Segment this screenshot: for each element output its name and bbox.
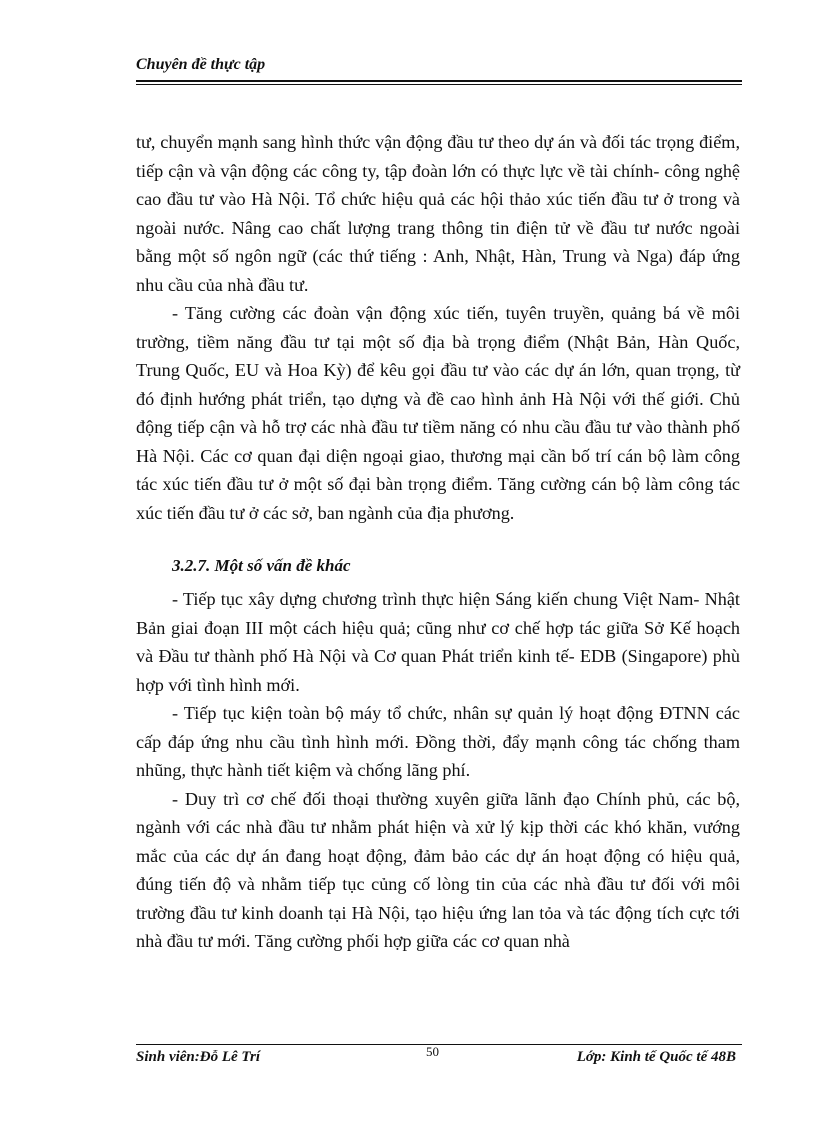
body-text — [136, 128, 740, 956]
page-number: 50 — [426, 1044, 439, 1059]
footer-class: Lớp: Kinh tế Quốc tế 48B — [576, 1049, 736, 1065]
paragraph-cooperation: - Tiếp tục xây dựng chương trình thực hiện Sáng kiến chung Việt Nam- Nhật Bản giai đoạn III một cách hiệu quả; cũng như cơ chế hợp tác giữa Sở Kế hoạch và Đầu tư thành phố Hà Nội và Cơ quan Phát triển kinh tế- EDB (Singapore) phù hợp với tình hình mới. — [136, 589, 740, 695]
footer-rule — [136, 1044, 742, 1045]
header-title: Chuyên đề thực tập — [136, 56, 266, 73]
paragraph-continuation: tư, chuyển mạnh sang hình thức vận động đầu tư theo dự án và đối tác trọng điểm, tiếp cận và vận động các công ty, tập đoàn lớn có thực lực về tài chính- công nghệ cao đầu tư vào Hà Nội. Tổ chức hiệu quả các hội thảo xúc tiến đầu tư ở trong và ngoài nước. Nâng cao chất lượng trang thông tin điện tử về đầu tư nước ngoài bằng một số ngôn ngữ (các thứ tiếng : Anh, Nhật, Hàn, Trung và Nga) đáp ứng nhu cầu của nhà đầu tư. — [136, 132, 740, 295]
header-rule — [136, 80, 742, 85]
paragraph-dialogue: - Duy trì cơ chế đối thoại thường xuyên giữa lãnh đạo Chính phủ, các bộ, ngành với các nhà đầu tư nhằm phát hiện và xử lý kịp thời các khó khăn, vướng mắc của các dự án đang hoạt động, đảm bảo các dự án hoạt động có hiệu quả, đúng tiến độ và nhằm tiếp tục củng cố lòng tin của các nhà đầu tư đối với môi trường đầu tư kinh doanh tại Hà Nội, tạo hiệu ứng lan tỏa và tác động tích cực tới nhà đầu tư mới. Tăng cường phối hợp giữa các cơ quan nhà — [136, 788, 740, 951]
paragraph-promotion: - Tăng cường các đoàn vận động xúc tiến, tuyên truyền, quảng bá về môi trường, tiềm năng đầu tư tại một số địa bà trọng điểm (Nhật Bản, Hàn Quốc, Trung Quốc, EU và Hoa Kỳ) để kêu gọi đầu tư vào các dự án lớn, quan trọng, từ đó định hướng phát triển, tạo dựng và đề cao hình ảnh Hà Nội với thế giới. Chủ động tiếp cận và hỗ trợ các nhà đầu tư tiềm năng có nhu cầu đầu tư vào thành phố Hà Nội. Các cơ quan đại diện ngoại giao, thương mại cần bố trí cán bộ làm công tác xúc tiến đầu tư ở một số đại bàn trọng điểm. Tăng cường cán bộ làm công tác xúc tiến đầu tư ở các sở, ban ngành của địa phương. — [136, 303, 740, 523]
section-heading: 3.2.7. Một số vấn đề khác — [172, 556, 351, 575]
paragraph-organization: - Tiếp tục kiện toàn bộ máy tổ chức, nhân sự quản lý hoạt động ĐTNN các cấp đáp ứng nhu cầu tình hình mới. Đồng thời, đẩy mạnh công tác chống tham nhũng, thực hành tiết kiệm và chống lãng phí. — [136, 703, 740, 780]
footer-student: Sinh viên:Đỗ Lê Trí — [136, 1049, 261, 1065]
